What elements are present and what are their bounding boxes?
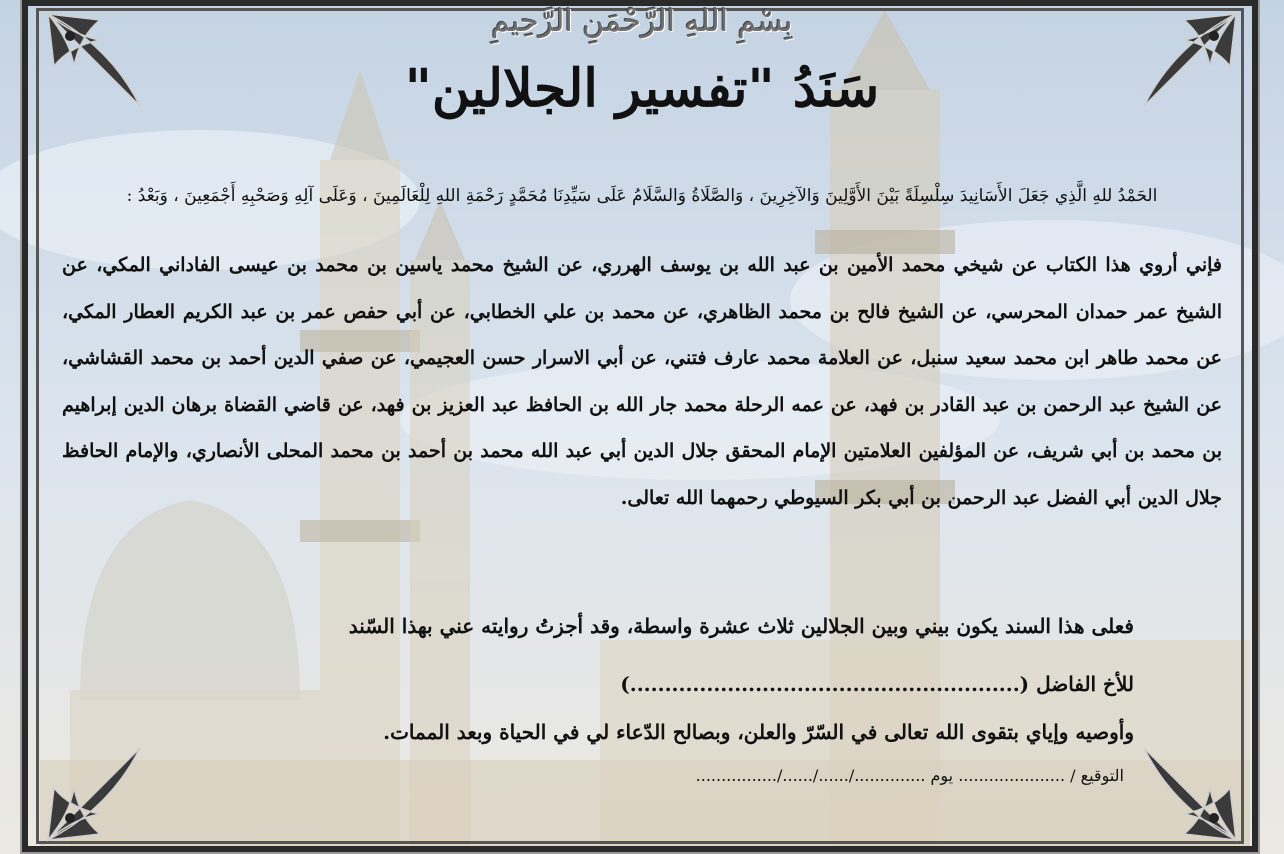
advice-line: وأوصيه وإياي بتقوى الله تعالى في السّرّ والعلن، وبصالح الدّعاء لي في الحياة وبعد الممات. (383, 720, 1134, 744)
corner-ornament-icon (1134, 738, 1244, 848)
chain-paragraph: فإني أروي هذا الكتاب عن شيخي محمد الأمين بن عبد الله بن يوسف الهرري، عن الشيخ محمد ياسين بن محمد بن عيسى الفاداني المكي، عن الشيخ عمر حمدان المحرسي، عن الشيخ فالح بن محمد الظاهري، عن محمد بن علي الخطابي، عن أبي حفص عمر بن عبد الكريم العطار المكي، عن محمد طاهر ابن محمد سعيد سنبل، عن العلامة محمد عارف فتني، عن أبي الاسرار حسن العجيمي، عن صفي الدين أحمد بن محمد القشاشي، عن الشيخ عبد الرحمن بن عبد القادر بن فهد، عن عمه الرحلة محمد جار الله بن الحافظ عبد العزيز بن فهد، عن قاضي القضاة برهان الدين إبراهيم بن محمد بن أبي شريف، عن المؤلفين العلامتين الإمام المحقق جلال الدين أبي عبد الله محمد بن أحمد بن محمد المحلى الأنصاري، والإمام الحافظ جلال الدين أبي الفضل عبد الرحمن بن أبي بكر السيوطي رحمهما الله تعالى. (62, 254, 1222, 509)
corner-ornament-icon (40, 738, 150, 848)
chain-count-line: فعلى هذا السند يكون بيني وبين الجلالين ثلاث عشرة واسطة، وقد أجزتُ روايته عني بهذا السّند (348, 614, 1134, 638)
signature-line: التوقيع / ..................... يوم ............../....../....../................ (695, 766, 1124, 785)
student-name-line: للأخ الفاضل (........................................................) (620, 672, 1134, 696)
intro-text: الحَمْدُ للهِ الَّذِي جَعَلَ الأَسَانِيدَ سِلْسِلَةً بَيْنَ الأَوَّلِينَ وَالآخِرِينَ ، وَالصَّلَاةُ وَالسَّلَامُ عَلَى سَيِّدِنَا مُحَمَّدٍ رَحْمَةِ اللهِ لِلْعَالَمِينَ ، وَعَلَى آلِهِ وَصَحْبِهِ أَجْمَعِينَ ، وَبَعْدُ : (126, 186, 1158, 206)
basmala-heading: بِسْمِ اللهِ الرَّحْمَنِ الرَّحِيمِ (491, 4, 793, 39)
page-title: سَنَدُ "تفسير الجلالين" (404, 58, 880, 119)
